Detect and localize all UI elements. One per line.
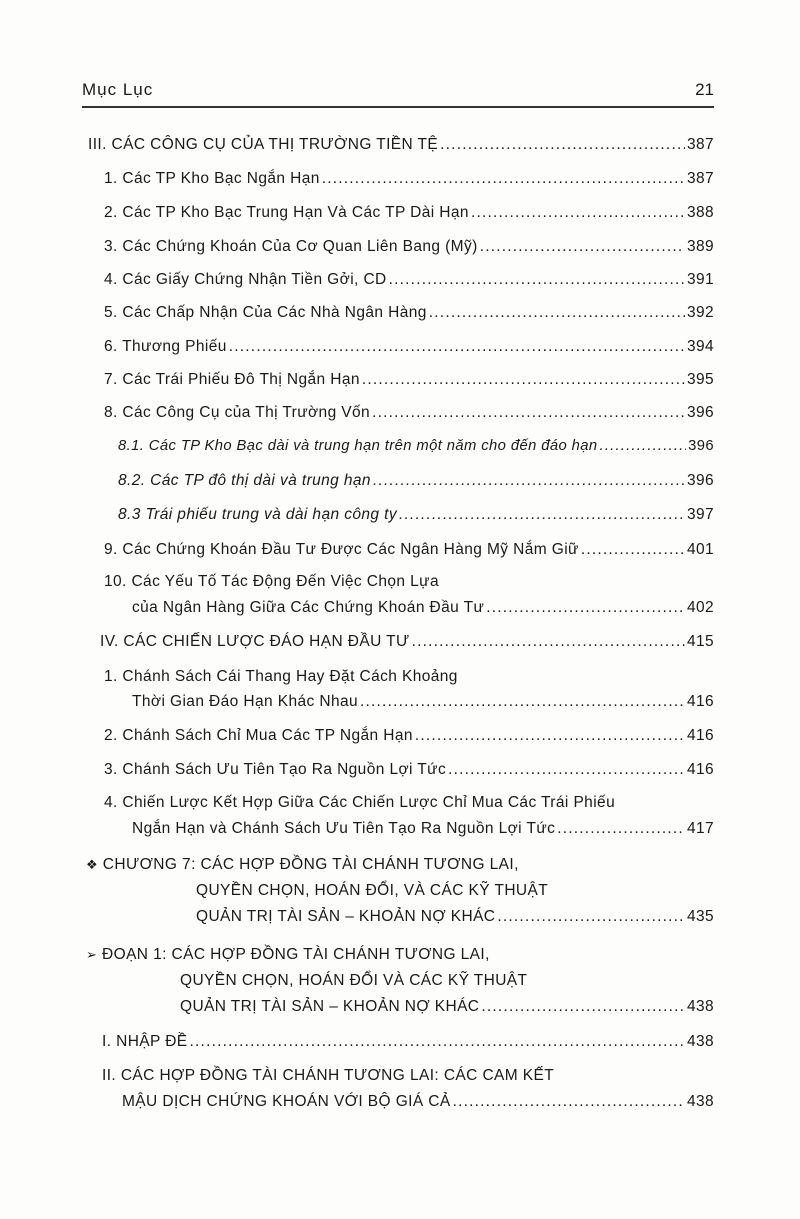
toc-entry <box>88 136 714 154</box>
toc-entry-title: 7. Các Trái Phiếu Đô Thị Ngắn Hạn <box>104 371 360 388</box>
toc-entry-title-cont: Thời Gian Đáo Hạn Khác Nhau <box>132 693 359 710</box>
toc-entry-page: 394 <box>686 338 714 355</box>
toc-entry-title: 6. Thương Phiếu <box>104 338 227 355</box>
header-section-title: Mục Lục <box>82 80 154 99</box>
dot-leader <box>480 238 685 256</box>
toc-entry-page: 417 <box>686 820 714 837</box>
toc-entry-title: 3. Chánh Sách Ưu Tiên Tạo Ra Nguồn Lợi Tức <box>104 761 447 778</box>
dot-leader <box>557 820 685 838</box>
dot-leader <box>389 271 685 289</box>
header-page-number: 21 <box>695 80 714 99</box>
toc-entry-title: 10. Các Yếu Tố Tác Động Đến Việc Chọn Lựa <box>104 573 439 590</box>
toc-entry-title: 4. Các Giấy Chứng Nhận Tiền Gởi, CD <box>104 271 387 288</box>
toc-entry-page: 397 <box>686 506 714 523</box>
toc-entry <box>132 693 714 711</box>
toc-entry-title-cont: QUYỀN CHỌN, HOÁN ĐỔI VÀ CÁC KỸ THUẬT <box>180 972 528 989</box>
toc-entry-title: 3. Các Chứng Khoán Của Cơ Quan Liên Bang (Mỹ) <box>104 238 478 255</box>
toc-entry-page: 435 <box>686 908 714 925</box>
toc-entry-page: 416 <box>686 761 714 778</box>
toc-entry-page: 395 <box>686 371 714 388</box>
toc-entry-title: III. CÁC CÔNG CỤ CỦA THỊ TRƯỜNG TIỀN TỆ <box>88 136 439 153</box>
dot-leader <box>481 998 685 1016</box>
toc-entry-title-cont: Ngắn Hạn và Chánh Sách Ưu Tiên Tạo Ra Nguồn Lợi Tức <box>132 820 556 837</box>
toc-entry-title: 1. Các TP Kho Bạc Ngắn Hạn <box>104 170 320 187</box>
dot-leader <box>600 438 687 454</box>
toc-entry-page: 438 <box>686 1093 714 1110</box>
toc-entry <box>104 271 714 289</box>
dot-leader <box>581 541 685 559</box>
toc-entry-title-cont: QUẢN TRỊ TÀI SẢN – KHOẢN NỢ KHÁC <box>180 998 480 1015</box>
toc-entry-title: 8.1. Các TP Kho Bạc dài và trung hạn trên một năm cho đến đáo hạn <box>118 438 598 454</box>
toc-entry-page: 401 <box>686 541 714 558</box>
toc-entry-page: 396 <box>686 472 714 489</box>
toc-entry <box>132 820 714 838</box>
toc-entry <box>132 599 714 617</box>
dot-leader <box>429 304 685 322</box>
dot-leader <box>360 693 685 711</box>
toc-entry-title: I. NHẬP ĐỀ <box>102 1033 188 1050</box>
toc-entry <box>122 1093 714 1111</box>
toc-entry-title-cont: QUẢN TRỊ TÀI SẢN – KHOẢN NỢ KHÁC <box>196 908 496 925</box>
toc-entry-page: 387 <box>686 170 714 187</box>
toc-entry <box>102 1033 714 1051</box>
toc-entry-title: 4. Chiến Lược Kết Hợp Giữa Các Chiến Lược Chỉ Mua Các Trái Phiếu <box>104 794 616 811</box>
toc-entry <box>104 541 714 559</box>
toc-entry-title: 2. Các TP Kho Bạc Trung Hạn Và Các TP Dài Hạn <box>104 204 469 221</box>
toc-entry-page: 392 <box>686 304 714 321</box>
toc-entry <box>104 404 714 422</box>
toc-entry-page: 438 <box>686 998 714 1015</box>
diamond-bullet-icon: ❖ <box>86 858 99 873</box>
chapter-heading <box>86 856 519 874</box>
toc-entry <box>104 170 714 188</box>
dot-leader <box>362 371 685 389</box>
toc-subentry <box>118 506 714 524</box>
toc-entry-title: 9. Các Chứng Khoán Đầu Tư Được Các Ngân Hàng Mỹ Nắm Giữ <box>104 541 579 558</box>
arrow-bullet-icon: ➢ <box>86 948 98 963</box>
toc-entry-title: 2. Chánh Sách Chỉ Mua Các TP Ngắn Hạn <box>104 727 413 744</box>
dot-leader <box>415 727 685 745</box>
toc-entry-page: 387 <box>686 136 714 153</box>
section-heading <box>86 946 490 964</box>
toc-entry-page: 438 <box>686 1033 714 1050</box>
toc-entry-page: 402 <box>686 599 714 616</box>
toc-entry-title: ĐOẠN 1: CÁC HỢP ĐỒNG TÀI CHÁNH TƯƠNG LAI, <box>102 946 490 963</box>
toc-entry-title: CHƯƠNG 7: CÁC HỢP ĐỒNG TÀI CHÁNH TƯƠNG LAI, <box>102 856 519 873</box>
toc-entry <box>100 633 714 651</box>
toc-entry-title: II. CÁC HỢP ĐỒNG TÀI CHÁNH TƯƠNG LAI: CÁC CAM KẾT <box>102 1067 555 1084</box>
toc-entry-title: IV. CÁC CHIẾN LƯỢC ĐÁO HẠN ĐẦU TƯ <box>100 633 410 650</box>
toc-entry-page: 416 <box>686 693 714 710</box>
dot-leader <box>372 404 685 422</box>
dot-leader <box>448 761 685 779</box>
toc-entry-title: 8.3 Trái phiếu trung và dài hạn công ty <box>118 506 397 523</box>
dot-leader <box>190 1033 685 1051</box>
dot-leader <box>471 204 685 222</box>
toc-entry <box>104 338 714 356</box>
toc-entry <box>196 908 714 926</box>
dot-leader <box>322 170 685 188</box>
toc-entry <box>104 304 714 322</box>
toc-entry-page: 396 <box>688 438 714 454</box>
toc-entry <box>180 998 714 1016</box>
dot-leader <box>453 1093 685 1111</box>
toc-entry <box>104 371 714 389</box>
dot-leader <box>440 136 685 154</box>
toc-entry-page: 396 <box>686 404 714 421</box>
toc-entry-page: 415 <box>686 633 714 650</box>
dot-leader <box>486 599 685 617</box>
toc-entry-title-cont: của Ngân Hàng Giữa Các Chứng Khoán Đầu Tư <box>132 599 485 616</box>
toc-entry <box>104 204 714 222</box>
toc-entry <box>104 727 714 745</box>
dot-leader <box>497 908 685 926</box>
toc-subentry <box>118 472 714 490</box>
dot-leader <box>229 338 685 356</box>
dot-leader <box>412 633 685 651</box>
page-header <box>82 76 714 108</box>
toc-entry-title: 8. Các Công Cụ của Thị Trường Vốn <box>104 404 371 421</box>
toc-entry <box>104 761 714 779</box>
toc-subentry <box>118 438 714 454</box>
toc-entry-title-cont: QUYỀN CHỌN, HOÁN ĐỔI, VÀ CÁC KỸ THUẬT <box>196 882 549 899</box>
toc-entry-title-cont: MẬU DỊCH CHỨNG KHOÁN VỚI BỘ GIÁ CẢ <box>122 1093 451 1110</box>
toc-entry-title: 1. Chánh Sách Cái Thang Hay Đặt Cách Khoảng <box>104 668 458 685</box>
toc-entry-page: 388 <box>686 204 714 221</box>
dot-leader <box>373 472 685 490</box>
toc-entry-title: 5. Các Chấp Nhận Của Các Nhà Ngân Hàng <box>104 304 427 321</box>
dot-leader <box>399 506 685 524</box>
toc-entry-page: 416 <box>686 727 714 744</box>
toc-entry-page: 389 <box>686 238 714 255</box>
toc-entry-title: 8.2. Các TP đô thị dài và trung hạn <box>118 472 371 489</box>
toc-entry <box>104 238 714 256</box>
toc-entry-page: 391 <box>686 271 714 288</box>
